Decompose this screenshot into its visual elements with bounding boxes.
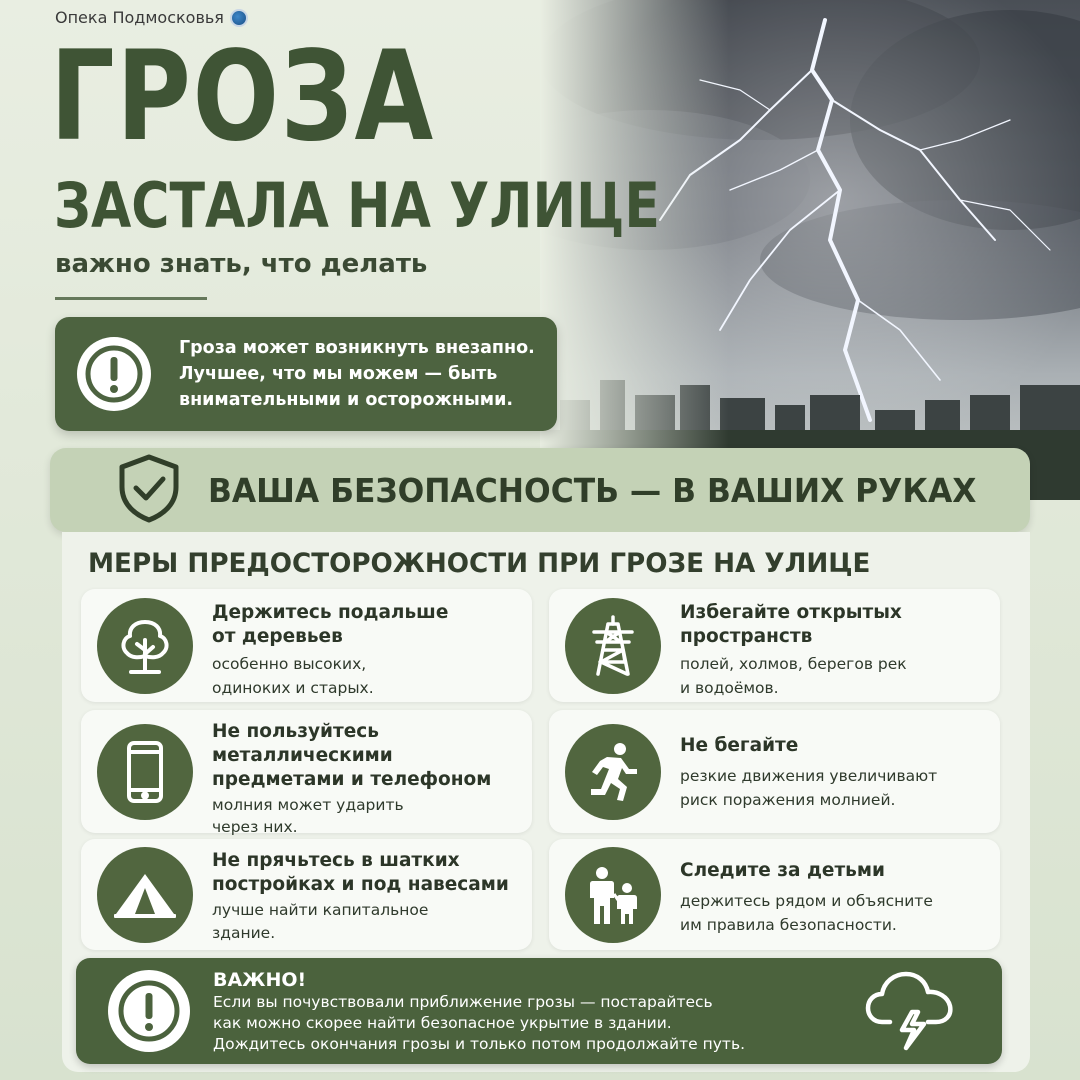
tip-desc: одиноких и старых. (212, 679, 374, 697)
divider (55, 297, 207, 300)
brand-name: Опека Подмосковья (55, 8, 224, 27)
parent-child-icon (565, 847, 661, 943)
important-line: Если вы почувствовали приближение грозы — постарайтесь (213, 993, 713, 1011)
page-title: ГРОЗА (50, 25, 435, 169)
tip-heading: Не бегайте (680, 735, 799, 756)
tip-card-trees (81, 589, 532, 702)
running-person-icon (565, 724, 661, 820)
notice-card (55, 317, 557, 431)
banner-text: ВАША БЕЗОПАСНОСТЬ — В ВАШИХ РУКАХ (208, 470, 977, 510)
tip-desc: через них. (212, 818, 298, 836)
tip-heading: Избегайте открытых (680, 602, 902, 623)
tip-desc: лучше найти капитальное (212, 901, 429, 919)
safety-banner (50, 448, 1030, 532)
tip-heading: металлическими (212, 745, 393, 766)
tip-desc: и водоёмов. (680, 679, 779, 697)
tip-desc: держитесь рядом и объясните (680, 892, 933, 910)
storm-lightning-image (540, 0, 1080, 500)
tip-desc: молния может ударить (212, 796, 404, 814)
tip-heading: Не пользуйтесь (212, 721, 379, 742)
tip-card-children (549, 839, 1000, 950)
tip-heading: Не прячьтесь в шатких (212, 850, 460, 871)
important-heading: ВАЖНО! (213, 969, 307, 991)
tip-desc: полей, холмов, берегов рек (680, 655, 907, 673)
important-text (213, 968, 745, 1055)
exclamation-icon (108, 970, 190, 1052)
tagline: важно знать, что делать (55, 249, 428, 279)
tip-heading: пространств (680, 626, 813, 647)
tip-desc: риск поражения молнией. (680, 791, 896, 809)
important-line: Дождитесь окончания грозы и только потом продолжайте путь. (213, 1035, 746, 1053)
smartphone-icon (97, 724, 193, 820)
tip-heading: от деревьев (212, 626, 343, 647)
shield-check-icon (116, 453, 182, 527)
tip-card-metal-phone (81, 710, 532, 836)
important-card (76, 958, 1002, 1064)
tip-card-shelters (81, 839, 532, 950)
notice-text (179, 335, 535, 413)
tip-heading: постройках и под навесами (212, 874, 509, 895)
notice-line: внимательными и осторожными. (179, 390, 514, 410)
tip-heading: Держитесь подальше (212, 602, 449, 623)
page-subtitle: ЗАСТАЛА НА УЛИЦЕ (54, 169, 660, 242)
tip-desc: резкие движения увеличивают (680, 767, 938, 785)
tip-heading: Следите за детьми (680, 860, 885, 881)
measures-title: МЕРЫ ПРЕДОСТОРОЖНОСТИ ПРИ ГРОЗЕ НА УЛИЦЕ (88, 548, 871, 579)
tip-heading: предметами и телефоном (212, 769, 492, 790)
exclamation-icon (77, 337, 151, 411)
notice-line: Лучшее, что мы можем — быть (179, 364, 498, 384)
tip-desc: им правила безопасности. (680, 916, 897, 934)
tent-icon (97, 847, 193, 943)
tree-icon (97, 598, 193, 694)
storm-cloud-icon (864, 966, 960, 1058)
tip-card-no-running (549, 710, 1000, 833)
tip-card-open-spaces (549, 589, 1000, 702)
important-line: как можно скорее найти безопасное укрытие в здании. (213, 1014, 672, 1032)
notice-line: Гроза может возникнуть внезапно. (179, 338, 535, 358)
tip-desc: здание. (212, 924, 276, 942)
tip-desc: особенно высоких, (212, 655, 367, 673)
power-tower-icon (565, 598, 661, 694)
